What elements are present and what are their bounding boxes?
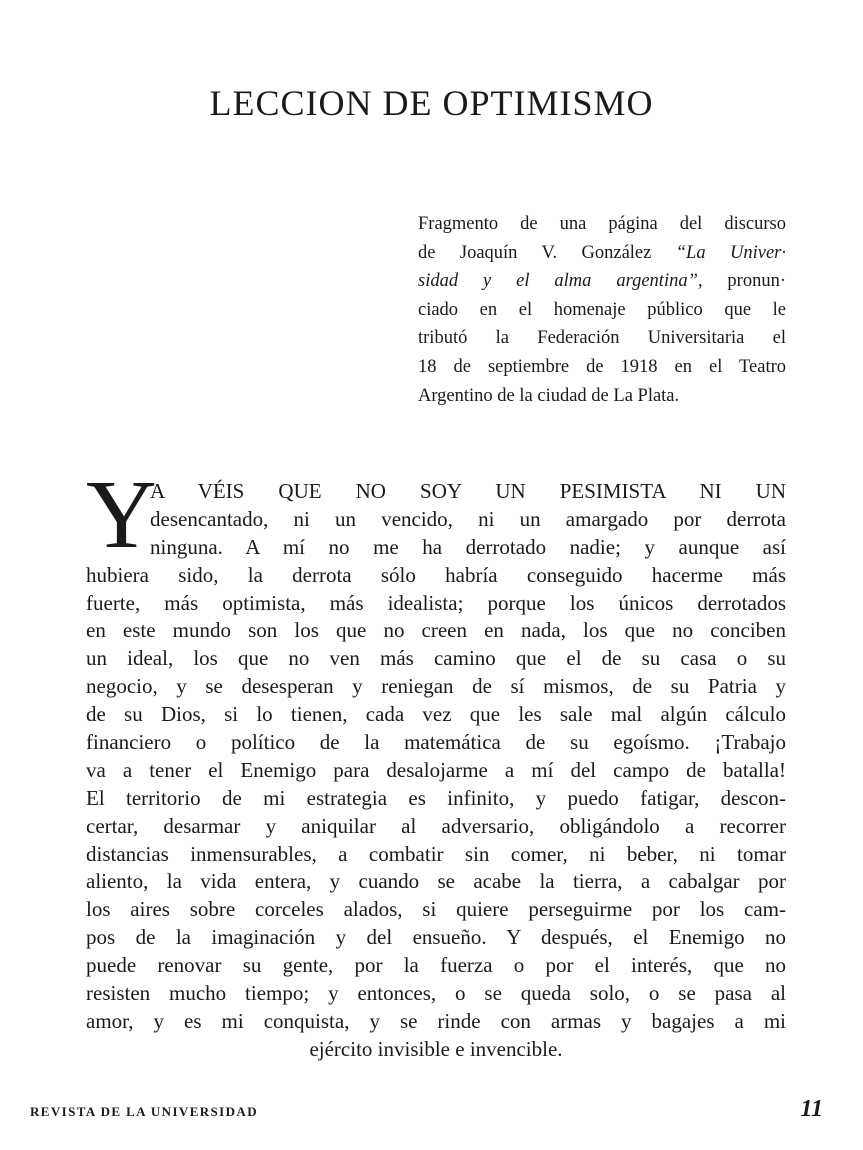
body-line: negocio, y se desesperan y reniegan de sí mismos, de su Patria y <box>86 674 786 699</box>
epigraph-line: ciado en el homenaje público que le <box>418 299 786 320</box>
body-line: certar, desarmar y aniquilar al adversario, obligándolo a recorrer <box>86 813 786 838</box>
body-line: de su Dios, si lo tienen, cada vez que les sale mal algún cálculo <box>86 702 786 727</box>
body-line-last: ejército invisible e invencible. <box>309 1036 563 1061</box>
body-line: pos de la imaginación y del ensueño. Y después, el Enemigo no <box>86 925 786 950</box>
body-line: hubiera sido, la derrota sólo habría conseguido hacerme más <box>86 562 786 587</box>
body-line: desencantado, ni un vencido, ni un amargado por derrota <box>150 506 786 531</box>
body-line: ninguna. A mí no me ha derrotado nadie; y aunque así <box>150 534 786 559</box>
body-line: fuerte, más optimista, más idealista; porque los únicos derrotados <box>86 590 786 615</box>
body-line: El territorio de mi estrategia es infinito, y puedo fatigar, descon- <box>86 785 786 810</box>
body-line: puede renovar su gente, por la fuerza o por el interés, que no <box>86 953 786 978</box>
body-line: A VÉIS QUE NO SOY UN PESIMISTA NI UN <box>150 479 786 503</box>
body-line: amor, y es mi conquista, y se rinde con armas y bagajes a mi <box>86 1008 786 1033</box>
article-title: LECCION DE OPTIMISMO <box>209 83 654 123</box>
epigraph-line: Argentino de la ciudad de La Plata. <box>418 385 680 406</box>
body-line: va a tener el Enemigo para desalojarme a mí del campo de batalla! <box>86 757 786 782</box>
epigraph-line: Fragmento de una página del discurso <box>418 214 786 234</box>
body-line: un ideal, los que no ven más camino que el de su casa o su <box>86 646 786 671</box>
body-line: aliento, la vida entera, y cuando se acabe la tierra, a cabalgar por <box>86 869 786 894</box>
journal-name: REVISTA DE LA UNIVERSIDAD <box>30 1104 259 1119</box>
epigraph-line: de Joaquín V. González “La Univer· <box>418 242 786 263</box>
drop-cap: Y <box>86 461 157 569</box>
page-number: 11 <box>800 1096 823 1122</box>
body-line: financiero o político de la matemática de su egoísmo. ¡Trabajo <box>86 730 786 755</box>
body-text <box>86 478 786 1064</box>
body-line: resisten mucho tiempo; y entonces, o se queda solo, o se pasa al <box>86 981 786 1006</box>
body-line: los aires sobre corceles alados, si quiere perseguirme por los cam- <box>86 897 786 922</box>
body-line: distancias inmensurables, a combatir sin comer, ni beber, ni tomar <box>86 841 786 866</box>
epigraph <box>418 210 786 410</box>
epigraph-line: sidad y el alma argentina”, pronun· <box>418 271 786 292</box>
body-line: en este mundo son los que no creen en nada, los que no conciben <box>86 618 786 643</box>
epigraph-line: 18 de septiembre de 1918 en el Teatro <box>418 356 786 377</box>
epigraph-title-part: “La Univer· <box>675 242 786 263</box>
epigraph-title-part: sidad y el alma argentina”, <box>418 271 703 292</box>
epigraph-line: tributó la Federación Universitaria el <box>418 328 786 349</box>
